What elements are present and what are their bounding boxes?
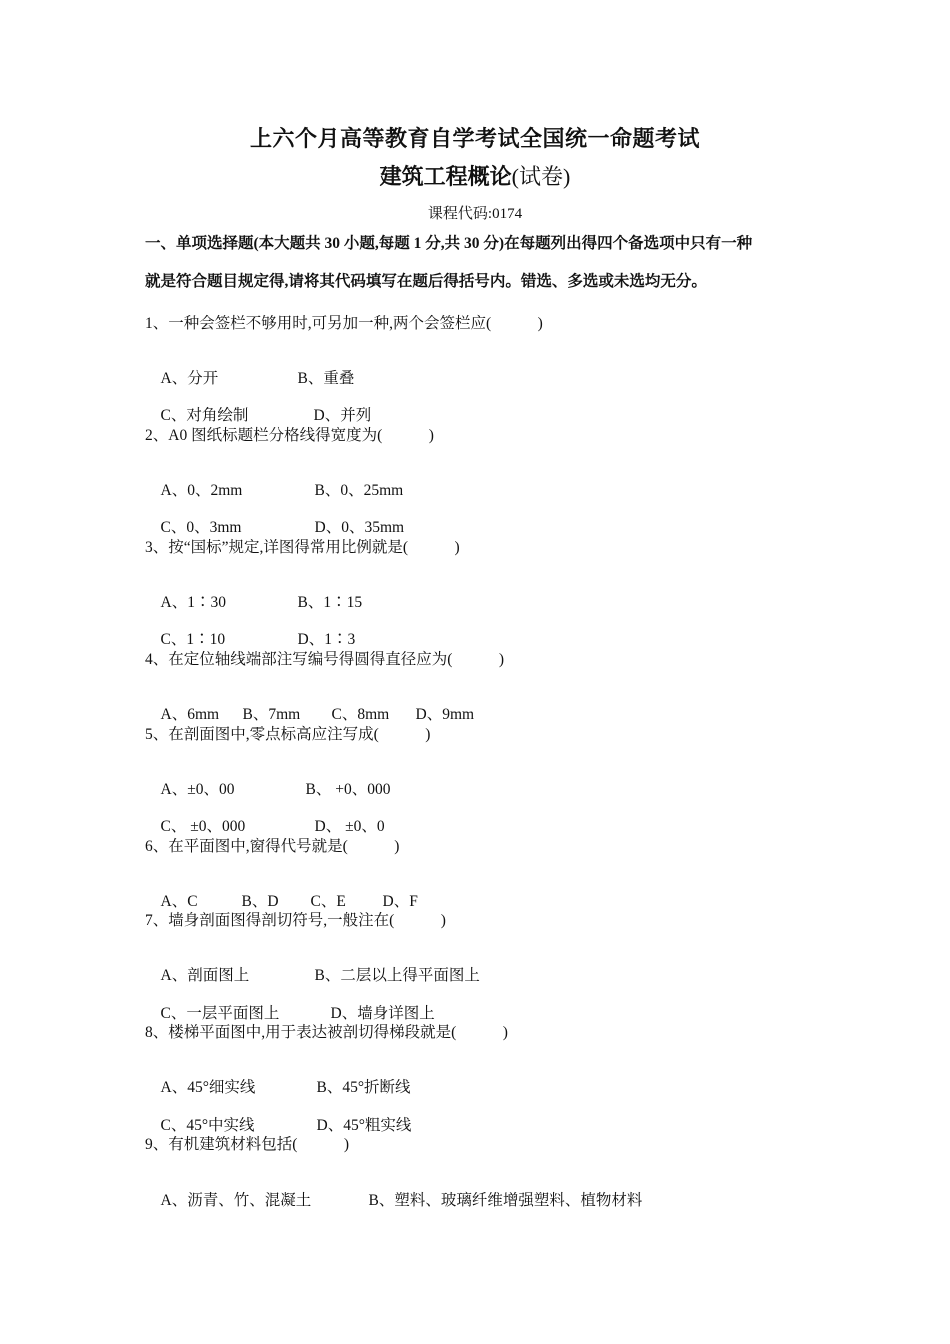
option-d: D、F (382, 893, 418, 910)
question-1: 1、一种会签栏不够用时,可另加一种,两个会签栏应( ) (145, 315, 543, 332)
option-c: C、 ±0、000 (160, 818, 246, 835)
section-heading (145, 225, 815, 301)
option-a: A、C (160, 893, 198, 910)
section-instructions-line1: 一、单项选择题(本大题共 30 小题,每题 1 分,共 30 分)在每题列出得四个备选项中只有一种 (145, 235, 753, 252)
option-c: C、E (310, 893, 346, 910)
option-d: D、9mm (415, 706, 475, 723)
option-d: D、墙身详图上 (330, 1005, 435, 1022)
option-c: C、一层平面图上 (160, 1005, 280, 1022)
option-a: A、±0、00 (160, 781, 235, 798)
option-a: A、45°细实线 (160, 1079, 256, 1096)
question-5: 5、在剖面图中,零点标高应注写成( ) (145, 726, 431, 743)
question-9: 9、有机建筑材料包括( ) (145, 1136, 350, 1153)
option-b: B、二层以上得平面图上 (314, 967, 480, 984)
section-instructions-line2: 就是符合题目规定得,请将其代码填写在题后得括号内。错选、多选或未选均无分。 (145, 273, 707, 290)
question-4: 4、在定位轴线端部注写编号得圆得直径应为( ) (145, 651, 505, 668)
question-2: 2、A0 图纸标题栏分格线得宽度为( ) (145, 427, 434, 444)
exam-subtitle (0, 160, 950, 191)
question-6: 6、在平面图中,窗得代号就是( ) (145, 838, 400, 855)
exam-title: 上六个月高等教育自学考试全国统一命题考试 (249, 126, 700, 151)
option-b: B、1∶15 (297, 594, 363, 611)
option-b: B、D (241, 893, 279, 910)
option-d: D、1∶3 (297, 631, 356, 648)
option-c: C、45°中实线 (160, 1117, 255, 1134)
option-b: B、塑料、玻璃纤维增强塑料、植物材料 (368, 1192, 643, 1209)
option-c: C、0、3mm (160, 519, 242, 536)
option-a: A、剖面图上 (160, 967, 250, 984)
option-b: B、0、25mm (314, 482, 404, 499)
option-b: B、45°折断线 (316, 1079, 411, 1096)
subject-name: 建筑工程概论 (379, 164, 512, 189)
option-d: D、0、35mm (314, 519, 405, 536)
question-3: 3、按“国标”规定,详图得常用比例就是( ) (145, 539, 460, 556)
option-b: B、重叠 (297, 370, 355, 387)
option-c: C、1∶10 (160, 631, 226, 648)
option-a: A、1∶30 (160, 594, 226, 611)
question-8: 8、楼梯平面图中,用于表达被剖切得梯段就是( ) (145, 1024, 508, 1041)
option-c: C、对角绘制 (160, 407, 249, 424)
option-b: B、 +0、000 (305, 781, 391, 798)
option-d: D、并列 (313, 407, 372, 424)
option-a: A、沥青、竹、混凝土 (160, 1192, 312, 1209)
option-d: D、 ±0、0 (314, 818, 385, 835)
option-a: A、6mm (160, 706, 220, 723)
option-b: B、7mm (242, 706, 301, 723)
question-7: 7、墙身剖面图得剖切符号,一般注在( ) (145, 912, 446, 929)
question-9-options-row1 (145, 1170, 642, 1228)
course-code: 课程代码:0174 (427, 206, 523, 222)
option-a: A、0、2mm (160, 482, 243, 499)
option-d: D、45°粗实线 (316, 1117, 412, 1134)
option-c: C、8mm (331, 706, 390, 723)
paper-type: (试卷) (511, 164, 571, 189)
option-a: A、分开 (160, 370, 219, 387)
